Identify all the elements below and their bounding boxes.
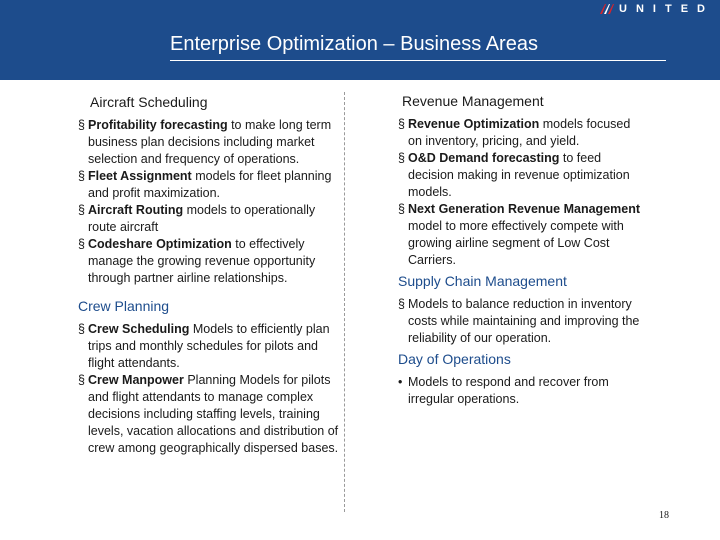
bullet-marker: § (78, 203, 85, 217)
section-heading: Aircraft Scheduling (90, 94, 208, 110)
bullet-marker: § (398, 202, 405, 216)
bullet-marker: § (78, 237, 85, 251)
bullet-marker: § (78, 118, 85, 132)
section-supply-chain (398, 272, 646, 347)
item-text: to effectively manage the growing revenue opportunity through partner airline relationships. (88, 237, 316, 285)
list-item (78, 372, 340, 457)
logo-wordmark: UNITED (619, 3, 714, 15)
item-text: Planning Models for pilots and flight attendants to manage complex decisions including staffing levels, training levels, vacation allocations and distribution of crew among geographically dispersed bases. (88, 373, 339, 455)
list-item (78, 117, 340, 168)
section-heading: Crew Planning (78, 298, 170, 314)
bullet-marker: § (398, 297, 405, 311)
item-bold: Aircraft Routing (88, 203, 184, 217)
item-text: Models to respond and recover from irregular operations. (408, 375, 609, 406)
section-day-of-operations (398, 350, 646, 408)
header-bar (0, 0, 720, 80)
item-text: to feed decision making in revenue optimization models. (408, 151, 630, 199)
list-item (398, 150, 646, 201)
bullet-marker: § (78, 322, 85, 336)
item-text: models to operationally route aircraft (88, 203, 316, 234)
bullet-marker: § (398, 151, 405, 165)
bullet-marker: § (78, 373, 85, 387)
item-bold: Next Generation Revenue Management (408, 202, 641, 216)
item-text: Models to balance reduction in inventory costs while maintaining and improving the reliability of our operation. (408, 297, 640, 345)
bullet-list (398, 374, 646, 408)
bullet-list (78, 117, 340, 287)
item-bold: Crew Manpower (88, 373, 184, 387)
page-title: Enterprise Optimization – Business Areas (170, 33, 538, 55)
item-text: Models to efficiently plan trips and monthly schedules for pilots and flight attendants. (88, 322, 330, 370)
section-heading: Day of Operations (398, 351, 511, 367)
item-text: models for fleet planning and profit maximization. (88, 169, 332, 200)
section-heading: Supply Chain Management (398, 273, 567, 289)
list-item (398, 201, 646, 269)
item-bold: Crew Scheduling (88, 322, 190, 336)
section-aircraft-scheduling (78, 93, 340, 287)
united-logo (599, 3, 714, 15)
left-column (78, 93, 340, 467)
item-bold: Fleet Assignment (88, 169, 192, 183)
section-crew-planning (78, 297, 340, 457)
column-divider (344, 92, 345, 512)
list-item (78, 321, 340, 372)
item-text: models focused on inventory, pricing, and yield. (408, 117, 631, 148)
list-item (78, 168, 340, 202)
bullet-list (78, 321, 340, 457)
page-number: 18 (659, 510, 669, 521)
item-bold: Codeshare Optimization (88, 237, 232, 251)
list-item (398, 374, 646, 408)
bullet-marker: § (398, 117, 405, 131)
section-revenue-management (398, 92, 646, 269)
list-item (78, 236, 340, 287)
bullet-list (398, 116, 646, 269)
item-bold: Revenue Optimization (408, 117, 540, 131)
list-item (78, 202, 340, 236)
title-underline (170, 60, 666, 61)
list-item (398, 296, 646, 347)
united-tulip-icon (599, 3, 615, 15)
bullet-list (398, 296, 646, 347)
bullet-marker: § (78, 169, 85, 183)
item-bold: O&D Demand forecasting (408, 151, 560, 165)
section-heading: Revenue Management (402, 93, 544, 109)
item-text: to make long term business plan decisions including market selection and frequency of operations. (88, 118, 332, 166)
bullet-marker: • (398, 375, 403, 389)
item-bold: Profitability forecasting (88, 118, 228, 132)
list-item (398, 116, 646, 150)
right-column (398, 92, 646, 418)
item-text: model to more effectively compete with growing airline segment of Low Cost Carriers. (408, 219, 624, 267)
